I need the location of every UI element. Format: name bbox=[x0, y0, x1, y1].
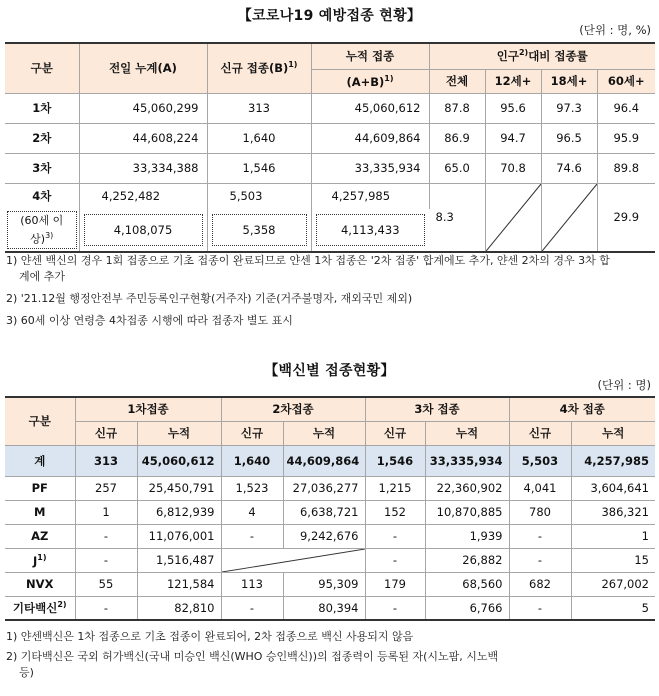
table2-unit: (단위 : 명) bbox=[597, 378, 651, 392]
header-18: 18세+ bbox=[541, 69, 597, 93]
diagonal-cell bbox=[541, 183, 597, 252]
table-row-4th: 4차 4,252,482 5,503 4,257,985 8.3 29.9 bbox=[5, 183, 655, 209]
table-row: NVX 55 121,584 113 95,309 179 68,560 682 267,002 bbox=[5, 572, 655, 596]
table1-unit: (단위 : 명, %) bbox=[579, 23, 651, 37]
vaccine-type-table: 구분 1차접종 2차접종 3차 접종 4차 접종 신규 누적 신규 누적 신규 누적 신규 누적 계 313 45,060,612 1,640 44,609,864 1,546 33,335,934 5,503 4,257,985 PF 257 25,450,791 1,523 27,036,277 1,215 22,360,902 4,041 3,604,641 M 1 6,812,939 4 6,638,721 152 10,870,885 780 386,321 AZ - 11,076,001 - 9,242,676 - 1,939 - 1 $J^{1)}$ - 1,516,487 - 26,882 - 15 NVX 55 121,584 113 95,309 179 68,560 682 267,002 기타백신$^{2)}$ - 82,810 - 80,394 - 6,766 - 5 bbox=[5, 396, 655, 621]
header-dose4: 4차 접종 bbox=[509, 397, 655, 421]
table-row: PF 257 25,450,791 1,523 27,036,277 1,215 22,360,902 4,041 3,604,641 bbox=[5, 476, 655, 500]
table-row: 3차 33,334,388 1,546 33,335,934 65.0 70.8 74.6 89.8 bbox=[5, 153, 655, 183]
header-new: 신규 접종$(B)^{1)}$ bbox=[207, 43, 311, 93]
notes-1: 1) 얀센 백신의 경우 1회 접종으로 기초 접종이 완료되므로 얀센 1차 접종은 '2차 접종' 합계에도 추가, 얀센 2차의 경우 3차 합 계에 추가 2) '21.12월 행정안전부 주민등록인구현황(거주자) 기준(거주불명자, 재외국민 제외) 3) 60세 이상 연령층 4차접종 시행에 따라 접종자 별도 표시 bbox=[6, 254, 610, 327]
header-rate: 인구$^{2)}$대비 접종률 bbox=[429, 43, 655, 69]
table-row: 2차 44,608,224 1,640 44,609,864 86.9 94.7 96.5 95.9 bbox=[5, 123, 655, 153]
total-row: 계 313 45,060,612 1,640 44,609,864 1,546 33,335,934 5,503 4,257,985 bbox=[5, 445, 655, 476]
header-gubun: 구분 bbox=[5, 397, 75, 445]
table-row: M 1 6,812,939 4 6,638,721 152 10,870,885 780 386,321 bbox=[5, 500, 655, 524]
header-60: 60세+ bbox=[597, 69, 655, 93]
header-cum2: $(A+B)^{1)}$ bbox=[311, 69, 429, 93]
table-row: 1차 45,060,299 313 45,060,612 87.8 95.6 97.3 96.4 bbox=[5, 93, 655, 123]
header-dose1: 1차접종 bbox=[75, 397, 221, 421]
notes-2: 1) 얀센백신은 1차 접종으로 기초 접종이 완료되어, 2차 접종으로 백신 사용되지 않음 2) 기타백신은 국외 허가백신(국내 미승인 백신(WHO 승인백신))의 접종력이 등록된 자(시노팜, 시노백 등) bbox=[6, 630, 499, 679]
vaccination-status-table bbox=[5, 42, 655, 253]
header-cum: 누적 접종 bbox=[311, 43, 429, 69]
table-row: 기타백신$^{2)}$ - 82,810 - 80,394 - 6,766 - 5 bbox=[5, 596, 655, 620]
header-prev: 전일 누계(A) bbox=[79, 43, 207, 93]
header-all: 전체 bbox=[429, 69, 485, 93]
table1-title: 【코로나19 예방접종 현황】 bbox=[237, 8, 422, 24]
diagonal-cell bbox=[485, 183, 541, 252]
table-row-60plus: (60세 이 상)$^{3)}$ 4,108,075 5,358 4,113,433 bbox=[5, 209, 655, 252]
header-dose3: 3차 접종 bbox=[365, 397, 509, 421]
diagonal-cell bbox=[221, 548, 365, 572]
header-gubun: 구분 bbox=[5, 43, 79, 93]
table-row: AZ - 11,076,001 - 9,242,676 - 1,939 - 1 bbox=[5, 524, 655, 548]
table2-title: 【백신별 접종현황】 bbox=[264, 363, 395, 379]
header-12: 12세+ bbox=[485, 69, 541, 93]
header-dose2: 2차접종 bbox=[221, 397, 365, 421]
table-row: $J^{1)}$ - 1,516,487 - 26,882 - 15 bbox=[5, 548, 655, 572]
